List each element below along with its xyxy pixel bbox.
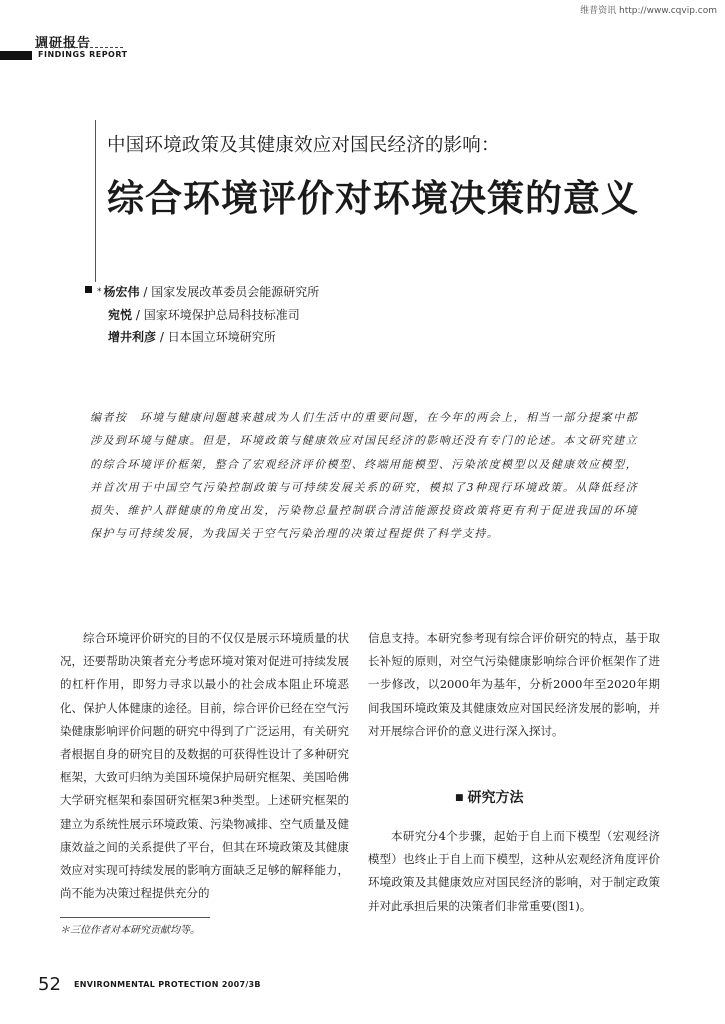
author-row [97,304,319,327]
author-affiliation: / 国家环境保护总局科技标准司 [132,307,300,322]
heading-marker-icon: ■ [455,793,464,803]
author-row [97,326,319,349]
journal-footer: ENVIRONMENTAL PROTECTION 2007/3B [74,980,261,989]
footnote: ＊三位作者对本研究贡献均等。 [60,925,200,936]
body-right-column-intro: 信息支持。本研究参考现有综合评价研究的特点，基于取长补短的原则，对空气污染健康影响综合评价框架作了进一步修改，以2000年为基年，分析2000年至2020年期间我国环境政策及其健康效应对国民经济发展的影响，并对开展综合评价的意义进行深入探讨。 [368,631,660,738]
watermark-text: 维普资讯 http://www.cqvip.com [580,6,717,16]
title-vertical-rule [95,120,96,282]
author-name: 杨宏伟 [103,285,140,299]
author-name: 宛悦 [108,307,133,322]
article-subtitle: 中国环境政策及其健康效应对国民经济的影响： [107,135,500,156]
author-star: * [97,287,102,297]
author-name: 增井利彦 [108,330,157,344]
author-marker-icon [85,286,92,293]
section-header [0,28,725,68]
footnote-rule [60,917,210,918]
body-left-column: 综合环境评价研究的目的不仅仅是展示环境质量的状况，还要帮助决策者充分考虑环境对策对促进可持续发展的杠杆作用，即努力寻求以最小的社会成本阻止环境恶化、保护人体健康的途径。目前，综合评价已经在空气污染健康影响评价问题的研究中得到了广泛运用，有关研究者根据自身的研究目的及数据的可获得性设计了多种研究框架，大致可归纳为美国环境保护局研究框架、美国哈佛大学研究框架和泰国研究框架3种类型。上述研究框架的建立为系统性展示环境政策、污染物减排、空气质量及健康效益之间的关系提供了平台，但其在环境政策及其健康效应对实现可持续发展的影响方面缺乏足够的解释能力，尚不能为决策过程提供充分的 [60,631,349,901]
section-title-en: FINDINGS REPORT [38,50,128,59]
body-right-column-method: 本研究分4个步骤，起始于自上而下模型（宏观经济模型）也终止于自上而下模型，这种从宏观经济角度评价环境政策及其健康效应对国民经济的影响，对于制定政策并对此承担后果的决策者们非常重要(图1)。 [368,829,660,913]
method-heading [455,787,524,807]
section-bar [0,51,32,60]
method-heading-text: 研究方法 [467,790,524,806]
section-title-cn: 调研报告 [35,36,92,51]
author-row [97,281,319,304]
page-number: 52 [38,974,61,995]
article-title: 综合环境评价对环境决策的意义 [107,177,639,220]
author-affiliation: / 日本国立环境研究所 [156,330,276,344]
section-divider [35,47,123,48]
author-list [97,281,319,349]
author-affiliation: / 国家发展改革委员会能源研究所 [139,285,320,299]
editor-note: 编者按 环境与健康问题越来越成为人们生活中的重要问题，在今年的两会上，相当一部分提案中都涉及到环境与健康。但是，环境政策与健康效应对国民经济的影响还没有专门的论述。本文研究建立的综合环境评价框架，整合了宏观经济评价模型、终端用能模型、污染浓度模型以及健康效应模型，并首次用于中国空气污染控制政策与可持续发展关系的研究，模拟了3种现行环境政策。从降低经济损失、维护人群健康的角度出发，污染物总量控制联合清洁能源投资政策将更有利于促进我国的环境保护与可持续发展，为我国关于空气污染治理的决策过程提供了科学支持。 [90,411,638,541]
